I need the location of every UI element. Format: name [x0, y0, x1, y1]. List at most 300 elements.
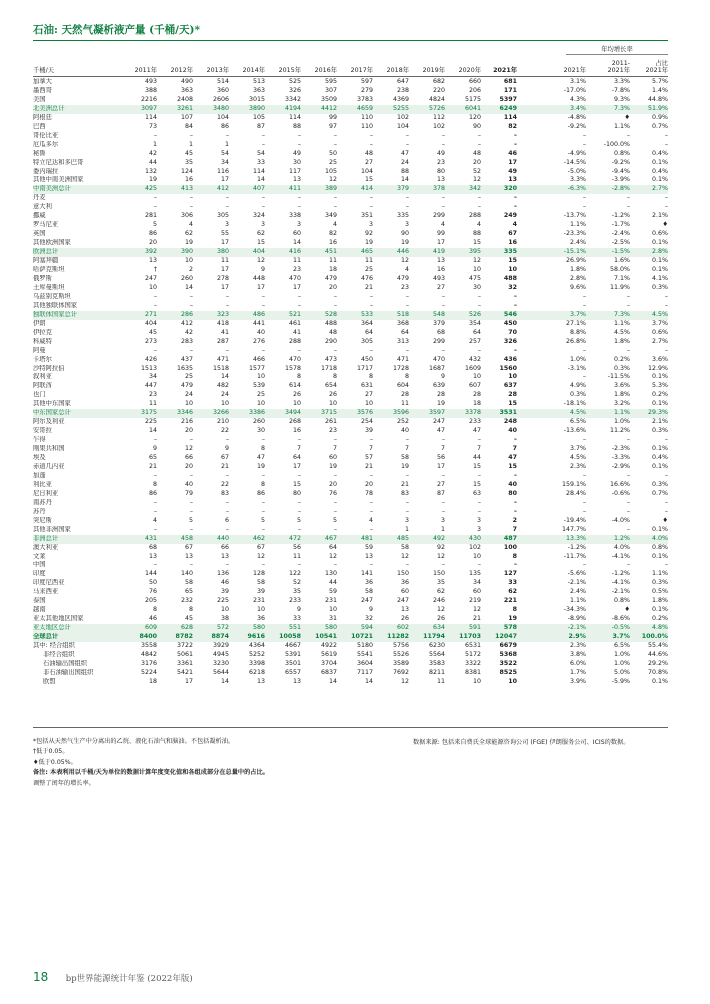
value-cell: –	[261, 471, 265, 479]
table-row	[33, 463, 668, 472]
value-cell: 13	[436, 257, 445, 265]
value-cell: 628	[157, 624, 193, 633]
row-label: 意大利	[33, 203, 52, 211]
value-cell: –	[225, 507, 229, 515]
value-cell: 10	[292, 400, 301, 408]
table-row	[33, 230, 668, 239]
row-label: 加蓬	[33, 471, 46, 479]
value-cell: 660	[468, 78, 481, 85]
value-cell: –	[513, 436, 517, 444]
table-row	[33, 212, 668, 221]
value-cell: 24	[184, 391, 193, 399]
value-cell: 471	[216, 355, 229, 363]
value-cell: 4	[512, 221, 517, 229]
growth-avg-cell: -4.0%	[611, 516, 630, 524]
table-row	[33, 391, 668, 400]
value-cell: 49	[292, 149, 301, 157]
value-cell: 326	[503, 337, 517, 345]
footnote-diamond: ♦低于0.05%。	[33, 758, 77, 766]
value-cell: 12047	[481, 633, 517, 642]
value-cell: 268	[288, 418, 301, 426]
value-cell: 631	[360, 382, 373, 390]
value-cell: 572	[193, 624, 229, 633]
value-cell: 5180	[356, 642, 373, 650]
value-cell: 220	[432, 86, 445, 94]
value-cell: 8	[296, 373, 301, 381]
value-cell: 30	[292, 158, 301, 166]
table-row	[33, 454, 668, 463]
value-cell: 12	[256, 552, 265, 560]
value-cell: 637	[503, 382, 517, 390]
value-cell: 30	[256, 427, 265, 435]
share-cell: 5.7%	[652, 78, 668, 85]
growth-avg-cell: 11.9%	[609, 283, 630, 291]
value-cell: 127	[503, 570, 517, 578]
value-cell: –	[261, 203, 265, 211]
row-label: 非洲总计	[33, 535, 121, 544]
growth-avg-cell: -1.7%	[611, 221, 630, 229]
row-label: 印度	[33, 570, 46, 578]
value-cell: 305	[360, 337, 373, 345]
growth-2021-cell: -19.4%	[563, 516, 586, 524]
table-row	[33, 132, 668, 141]
growth-2021-cell: 3.7%	[517, 311, 586, 320]
growth-2021-cell: 2.3%	[570, 462, 586, 470]
value-cell: 3	[404, 221, 409, 229]
value-cell: 441	[252, 319, 265, 327]
value-cell: 5172	[464, 651, 481, 658]
growth-avg-cell: -7.8%	[611, 86, 630, 94]
value-cell: –	[441, 436, 445, 444]
growth-avg-cell: -2.8%	[586, 185, 630, 194]
share-cell: –	[664, 140, 668, 148]
value-cell: –	[369, 140, 373, 148]
value-cell: 389	[301, 185, 337, 194]
row-label: 哥伦比亚	[33, 131, 59, 139]
value-cell: 1687	[428, 364, 445, 372]
row-label: 阿曼	[33, 346, 46, 354]
value-cell: 15	[508, 257, 517, 265]
value-cell: 5	[188, 516, 193, 524]
value-cell: 19	[184, 239, 193, 247]
value-cell: –	[441, 471, 445, 479]
value-cell: 48	[328, 328, 337, 336]
value-cell: –	[261, 194, 265, 202]
growth-2021-cell: -23.3%	[563, 230, 586, 238]
value-cell: 99	[328, 113, 337, 121]
value-cell: –	[225, 346, 229, 354]
share-cell: –	[664, 203, 668, 211]
value-cell: 3	[224, 221, 229, 229]
value-cell: 100	[503, 543, 517, 551]
growth-avg-cell: –	[626, 507, 630, 515]
value-cell: –	[189, 131, 193, 139]
row-label: 刚果共和国	[33, 445, 65, 453]
value-cell: 342	[445, 185, 481, 194]
value-cell: –	[189, 203, 193, 211]
value-cell: 44	[472, 454, 481, 462]
value-cell: 13	[148, 552, 157, 560]
value-cell: –	[405, 131, 409, 139]
table-row	[33, 239, 668, 248]
value-cell: 335	[396, 212, 409, 220]
value-cell: –	[369, 301, 373, 309]
value-cell: 10	[220, 400, 229, 408]
value-cell: 4659	[337, 105, 373, 114]
value-cell: 128	[252, 570, 265, 578]
value-cell: 86	[148, 230, 157, 238]
value-cell: 4824	[428, 95, 445, 103]
value-cell: –	[477, 131, 481, 139]
value-cell: –	[153, 561, 157, 569]
growth-avg-cell: -0.6%	[611, 489, 630, 497]
value-cell: –	[297, 525, 301, 533]
value-cell: –	[333, 525, 337, 533]
value-cell: –	[513, 346, 517, 354]
share-cell: 0.1%	[652, 552, 668, 560]
value-cell: 88	[400, 167, 409, 175]
value-cell: 1717	[356, 364, 373, 372]
table-row	[33, 150, 668, 159]
value-cell: –	[369, 436, 373, 444]
value-cell: –	[513, 140, 517, 148]
value-cell: 247	[396, 597, 409, 605]
value-cell: 7	[404, 445, 409, 453]
row-label: 阿联酋	[33, 382, 52, 390]
value-cell: 466	[252, 355, 265, 363]
value-cell: 87	[436, 489, 445, 497]
value-cell: 11282	[373, 633, 409, 642]
row-label: 哈萨克斯坦	[33, 266, 65, 274]
value-cell: 14	[220, 677, 229, 685]
value-cell: 368	[396, 319, 409, 327]
table-row	[33, 329, 668, 338]
value-cell: 3704	[320, 659, 337, 667]
table-row	[33, 400, 668, 409]
value-cell: 4922	[320, 642, 337, 650]
value-cell: 70	[508, 328, 517, 336]
growth-2021-cell: 4.3%	[570, 95, 586, 103]
growth-avg-cell: -3.9%	[611, 176, 630, 184]
value-cell: –	[477, 498, 481, 506]
value-cell: 34	[148, 373, 157, 381]
table-body	[33, 78, 668, 687]
table-row	[33, 266, 668, 275]
row-label: 其他非洲国家	[33, 525, 71, 533]
value-cell: 80	[436, 167, 445, 175]
row-label: 其中: 经合组织	[33, 642, 75, 650]
value-cell: 114	[503, 113, 517, 121]
value-cell: 526	[445, 311, 481, 320]
header-year: 2014年	[242, 66, 265, 74]
value-cell: 3501	[284, 659, 301, 667]
value-cell: –	[189, 194, 193, 202]
share-cell: 3.7%	[652, 319, 668, 327]
value-cell: 19	[148, 176, 157, 184]
value-cell: 3097	[121, 105, 157, 114]
value-cell: –	[441, 301, 445, 309]
table-row	[33, 176, 668, 185]
value-cell: –	[189, 561, 193, 569]
value-cell: 604	[396, 382, 409, 390]
value-cell: –	[369, 346, 373, 354]
row-label: 安哥拉	[33, 427, 52, 435]
value-cell: 490	[180, 78, 193, 85]
row-label: 全球总计	[33, 633, 121, 642]
value-cell: 1577	[248, 364, 265, 372]
share-cell: 2.7%	[652, 337, 668, 345]
value-cell: 1560	[499, 364, 517, 372]
growth-avg-cell: 3.2%	[614, 400, 630, 408]
value-cell: 21	[364, 283, 373, 291]
growth-2021-cell: 3.9%	[570, 677, 586, 685]
value-cell: 3175	[121, 409, 157, 418]
value-cell: 363	[180, 86, 193, 94]
value-cell: 64	[364, 328, 373, 336]
table-row	[33, 553, 668, 562]
table-row	[33, 203, 668, 212]
value-cell: –	[297, 194, 301, 202]
share-cell: 1.1%	[652, 570, 668, 578]
growth-avg-cell: 16.6%	[609, 480, 630, 488]
growth-2021-cell: –	[582, 561, 586, 569]
value-cell: 3890	[229, 105, 265, 114]
value-cell: 6230	[428, 642, 445, 650]
value-cell: –	[297, 436, 301, 444]
value-cell: 102	[468, 543, 481, 551]
row-label: 欧盟	[43, 677, 56, 685]
value-cell: 47	[400, 149, 409, 157]
value-cell: 3715	[301, 409, 337, 418]
value-cell: 513	[252, 78, 265, 85]
share-cell: 0.9%	[652, 113, 668, 121]
growth-2021-cell: 2.4%	[570, 588, 586, 596]
value-cell: –	[297, 507, 301, 515]
value-cell: 479	[396, 274, 409, 282]
value-cell: 8	[512, 606, 517, 614]
value-cell: 609	[121, 624, 157, 633]
table-row	[33, 427, 668, 436]
growth-2021-cell: 13.3%	[517, 535, 586, 544]
growth-2021-cell: 4.5%	[570, 454, 586, 462]
growth-2021-cell: -18.1%	[563, 400, 586, 408]
region-total-row	[33, 248, 668, 257]
value-cell: 682	[432, 78, 445, 85]
row-label: 亚太其他地区国家	[33, 615, 84, 623]
value-cell: 18	[328, 266, 337, 274]
table-row	[33, 356, 668, 365]
value-cell: 54	[220, 149, 229, 157]
value-cell: 12	[328, 176, 337, 184]
row-label: 卡塔尔	[33, 355, 52, 363]
value-cell: 1	[152, 140, 157, 148]
value-cell: 112	[432, 113, 445, 121]
growth-avg-cell: 6.5%	[614, 642, 630, 650]
value-cell: 306	[180, 212, 193, 220]
value-cell: 10	[256, 373, 265, 381]
value-cell: 395	[445, 248, 481, 257]
table-row	[33, 338, 668, 347]
value-cell: –	[513, 561, 517, 569]
value-cell: –	[153, 436, 157, 444]
value-cell: 17	[220, 176, 229, 184]
value-cell: 41	[220, 328, 229, 336]
value-cell: 12	[400, 552, 409, 560]
value-cell: 288	[468, 212, 481, 220]
value-cell: 41	[292, 328, 301, 336]
value-cell: 12	[472, 257, 481, 265]
header-share-line1: 占比	[655, 59, 668, 67]
value-cell: 107	[180, 113, 193, 121]
value-cell: 448	[252, 274, 265, 282]
value-cell: 257	[468, 337, 481, 345]
value-cell: 82	[328, 230, 337, 238]
value-cell: 13	[256, 677, 265, 685]
value-cell: 525	[288, 78, 301, 85]
row-label: 非经合组织	[43, 651, 75, 658]
table-row	[33, 373, 668, 382]
value-cell: 150	[396, 570, 409, 578]
value-cell: 548	[409, 311, 445, 320]
table-row	[33, 365, 668, 374]
growth-avg-cell: 0.8%	[614, 149, 630, 157]
growth-avg-cell: -5.9%	[611, 677, 630, 685]
value-cell: 35	[184, 158, 193, 166]
value-cell: –	[441, 194, 445, 202]
value-cell: 252	[396, 418, 409, 426]
value-cell: 470	[288, 355, 301, 363]
value-cell: 21	[472, 615, 481, 623]
value-cell: –	[297, 346, 301, 354]
value-cell: 430	[445, 535, 481, 544]
value-cell: 114	[288, 113, 301, 121]
value-cell: 283	[180, 337, 193, 345]
share-cell: 29.3%	[630, 409, 668, 418]
value-cell: 66	[184, 454, 193, 462]
value-cell: 67	[508, 230, 517, 238]
value-cell: –	[405, 561, 409, 569]
table-row	[33, 436, 668, 445]
value-cell: 25	[184, 373, 193, 381]
value-cell: 56	[292, 543, 301, 551]
value-cell: 50	[148, 579, 157, 587]
value-cell: 105	[252, 113, 265, 121]
growth-rate-header: 年均增长率	[566, 44, 668, 55]
value-cell: –	[189, 498, 193, 506]
value-cell: 33	[292, 615, 301, 623]
share-cell: –	[664, 131, 668, 139]
value-cell: 4945	[212, 651, 229, 658]
growth-2021-cell: 4.9%	[570, 382, 586, 390]
value-cell: 681	[503, 78, 517, 85]
growth-2021-cell: –	[582, 140, 586, 148]
growth-avg-cell: –	[626, 292, 630, 300]
value-cell: 7	[368, 445, 373, 453]
value-cell: 6837	[320, 668, 337, 676]
table-row	[33, 561, 668, 570]
value-cell: 10	[472, 373, 481, 381]
value-cell: 6	[224, 516, 229, 524]
value-cell: 470	[288, 274, 301, 282]
growth-avg-cell: -2.3%	[611, 445, 630, 453]
growth-2021-cell: 1.1%	[570, 221, 586, 229]
value-cell: 233	[288, 597, 301, 605]
value-cell: 171	[503, 86, 517, 94]
value-cell: –	[333, 471, 337, 479]
value-cell: 40	[184, 480, 193, 488]
growth-avg-cell: -2.9%	[611, 462, 630, 470]
value-cell: 8	[188, 606, 193, 614]
value-cell: 47	[436, 427, 445, 435]
value-cell: 412	[180, 319, 193, 327]
value-cell: –	[153, 292, 157, 300]
table-row	[33, 642, 668, 651]
value-cell: 15	[472, 462, 481, 470]
value-cell: –	[333, 203, 337, 211]
value-cell: 110	[360, 122, 373, 130]
value-cell: 10	[508, 677, 517, 685]
value-cell: 48	[364, 149, 373, 157]
value-cell: 2408	[176, 95, 193, 103]
growth-avg-cell: –	[626, 561, 630, 569]
value-cell: 9	[224, 445, 229, 453]
value-cell: 11	[400, 400, 409, 408]
value-cell: 32	[364, 615, 373, 623]
table-row	[33, 606, 668, 615]
value-cell: –	[333, 436, 337, 444]
row-label: 伊朗	[33, 319, 46, 327]
growth-2021-cell: –	[582, 131, 586, 139]
share-cell: 29.2%	[647, 659, 668, 667]
table-row	[33, 481, 668, 490]
row-label: 越南	[33, 606, 46, 614]
row-label: 马来西亚	[33, 588, 59, 596]
value-cell: –	[333, 507, 337, 515]
row-label: 乌兹别克斯坦	[33, 292, 71, 300]
value-cell: –	[261, 436, 265, 444]
growth-avg-cell: 1.0%	[614, 659, 630, 667]
value-cell: 58	[400, 454, 409, 462]
value-cell: –	[405, 471, 409, 479]
share-cell: 51.9%	[630, 105, 668, 114]
value-cell: 436	[503, 355, 517, 363]
value-cell: 22	[220, 427, 229, 435]
value-cell: 634	[409, 624, 445, 633]
row-label: 独联体国家总计	[33, 311, 121, 320]
value-cell: 338	[288, 212, 301, 220]
growth-avg-cell: –	[626, 471, 630, 479]
value-cell: 58	[256, 579, 265, 587]
value-cell: 12	[472, 176, 481, 184]
value-cell: 9	[152, 445, 157, 453]
value-cell: 141	[360, 570, 373, 578]
value-cell: 17	[256, 283, 265, 291]
value-cell: –	[441, 346, 445, 354]
value-cell: 1	[224, 140, 229, 148]
share-cell: 0.6%	[652, 328, 668, 336]
table-row	[33, 472, 668, 481]
row-label: 欧洲总计	[33, 248, 121, 257]
table-row	[33, 257, 668, 266]
table-row	[33, 490, 668, 499]
value-cell: 8	[332, 373, 337, 381]
growth-2021-cell: -2.1%	[517, 624, 586, 633]
value-cell: 533	[337, 311, 373, 320]
share-cell: 0.1%	[652, 257, 668, 265]
footnote-remark: 备注: 本表利用以千桶/天为单位的数据计算年度变化值和各组成部分在总量中的占比。	[33, 769, 269, 777]
value-cell: –	[225, 292, 229, 300]
value-cell: 8	[512, 552, 517, 560]
